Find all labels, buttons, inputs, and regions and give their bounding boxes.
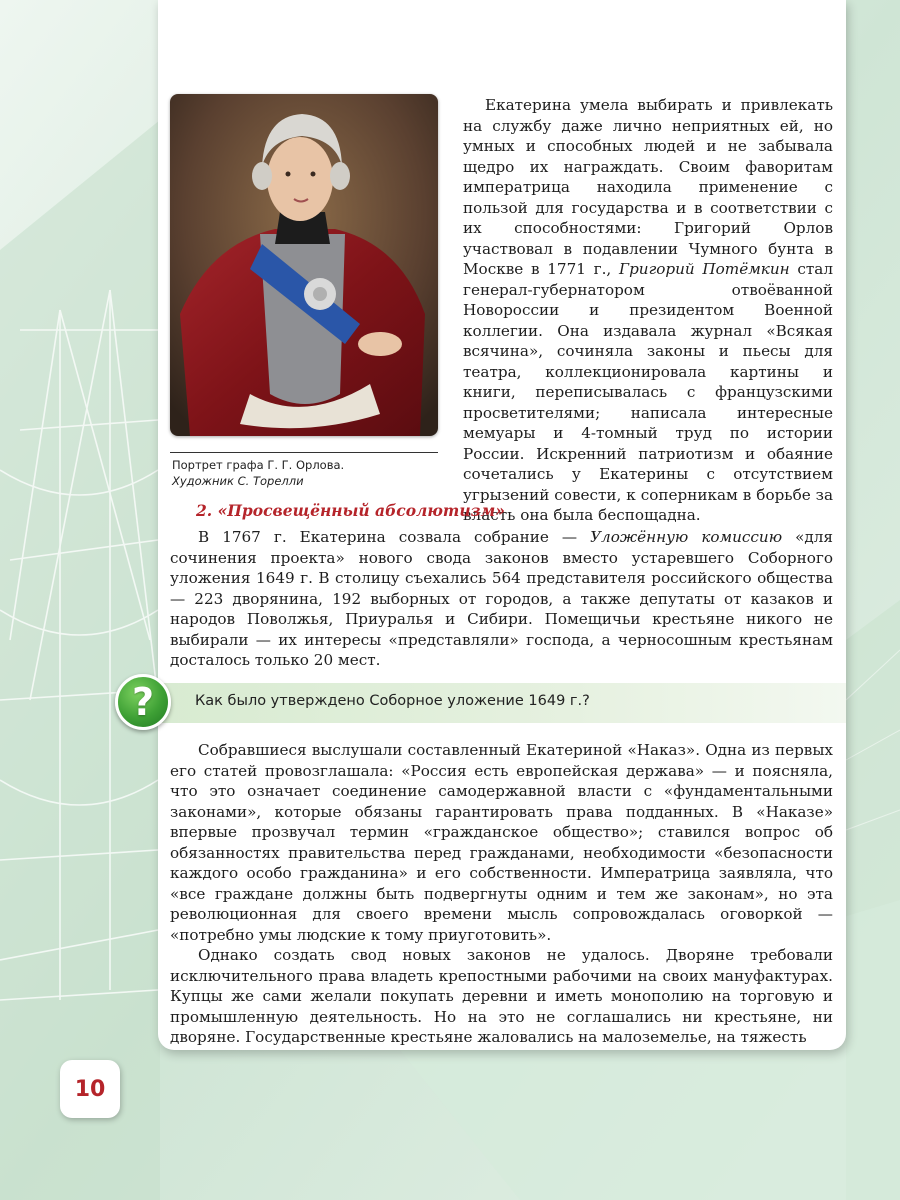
caption-artist: Художник С. Торелли <box>172 474 304 488</box>
caption-title: Портрет графа Г. Г. Орлова. <box>172 458 345 472</box>
question-glyph: ? <box>131 680 155 724</box>
section-text: В 1767 г. Екатерина созвала собрание — <box>198 528 591 546</box>
intro-text-column <box>463 95 833 526</box>
portrait-caption <box>172 457 442 489</box>
section-text: «для сочинения проекта» нового свода законов вместо устаревшего Соборного уложения 1649 г. В столицу съехались 564 представителя российского общества — 223 дворянина, 192 выборных от городов, а также депутаты от казаков и народов Поволжья, Приуралья и Сибири. Помещичьи крестьяне никого не выбирали — их интересы «представляли» господа, а черносошным крестьянам досталось только 20 мест. <box>170 528 833 669</box>
intro-italic-term: Григорий Потёмкин <box>619 260 790 278</box>
question-text: Как было утверждено Соборное уложение 1649 г.? <box>195 693 590 709</box>
intro-paragraph <box>463 95 833 526</box>
section-italic-term: Уложённую комиссию <box>590 528 783 546</box>
section-paragraph-2: Собравшиеся выслушали составленный Екатериной «Наказ». Одна из первых его статей провозглашала: «Россия есть европейская держава» — и поясняла, что это означает соединение самодержавной власти с «фундаментальными законами», которые обязаны гарантировать права подданных. В «Наказе» впервые прозвучал термин «гражданское общество»; ставился вопрос об обязанностях правительства перед гражданами, необходимости «безопасности каждого особо гражданина» и его собственности. Императрица заявляла, что «все граждане должны быть подвергнуты одним и тем же законам», но эта революционная для своего времени мысль сопровождалась оговоркой — «потребно умы людские к тому приуготовить». <box>170 741 833 944</box>
section-text-part1 <box>170 527 833 671</box>
portrait-image <box>170 94 438 436</box>
section-heading: 2. «Просвещённый абсолютизм» <box>196 501 505 520</box>
intro-text: Екатерина умела выбирать и привлекать на службу даже лично неприятных ей, но умных и способных людей и не забывала щедро их награждать. Своим фаворитам императрица находила применение с пользой для государства и в соответствии с их способностями: Григорий Орлов участвовал в подавлении Чумного бунта в Москве в 1771 г., <box>463 96 833 278</box>
page-number: 10 <box>60 1060 120 1118</box>
section-paragraph-3: Однако создать свод новых законов не удалось. Дворяне требовали исключительного права владеть крепостными рабочими на своих мануфактурах. Купцы же сами желали покупать деревни и иметь монополию на торговую и промышленную деятельность. Но на это не соглашались ни крестьяне, ни дворяне. Государственные крестьяне жаловались на малоземелье, на тяжесть <box>170 946 833 1046</box>
intro-text: стал генерал-губернатором отвоёванной Новороссии и президентом Военной коллегии. Она издавала журнал «Всякая всячина», сочиняла законы и пьесы для театра, коллекционировала картины и книги, переписывалась с французскими просветителями; написала интересные мемуары и 4-томный труд по истории России. Искренний патриотизм и обаяние сочетались у Екатерины с отсутствием угрызений совести, к соперникам в борьбе за власть она была беспощадна. <box>463 260 834 524</box>
caption-divider <box>170 452 438 453</box>
question-mark-icon <box>115 674 171 730</box>
section-text-part2 <box>170 740 833 1048</box>
section-paragraph-1 <box>170 527 833 671</box>
